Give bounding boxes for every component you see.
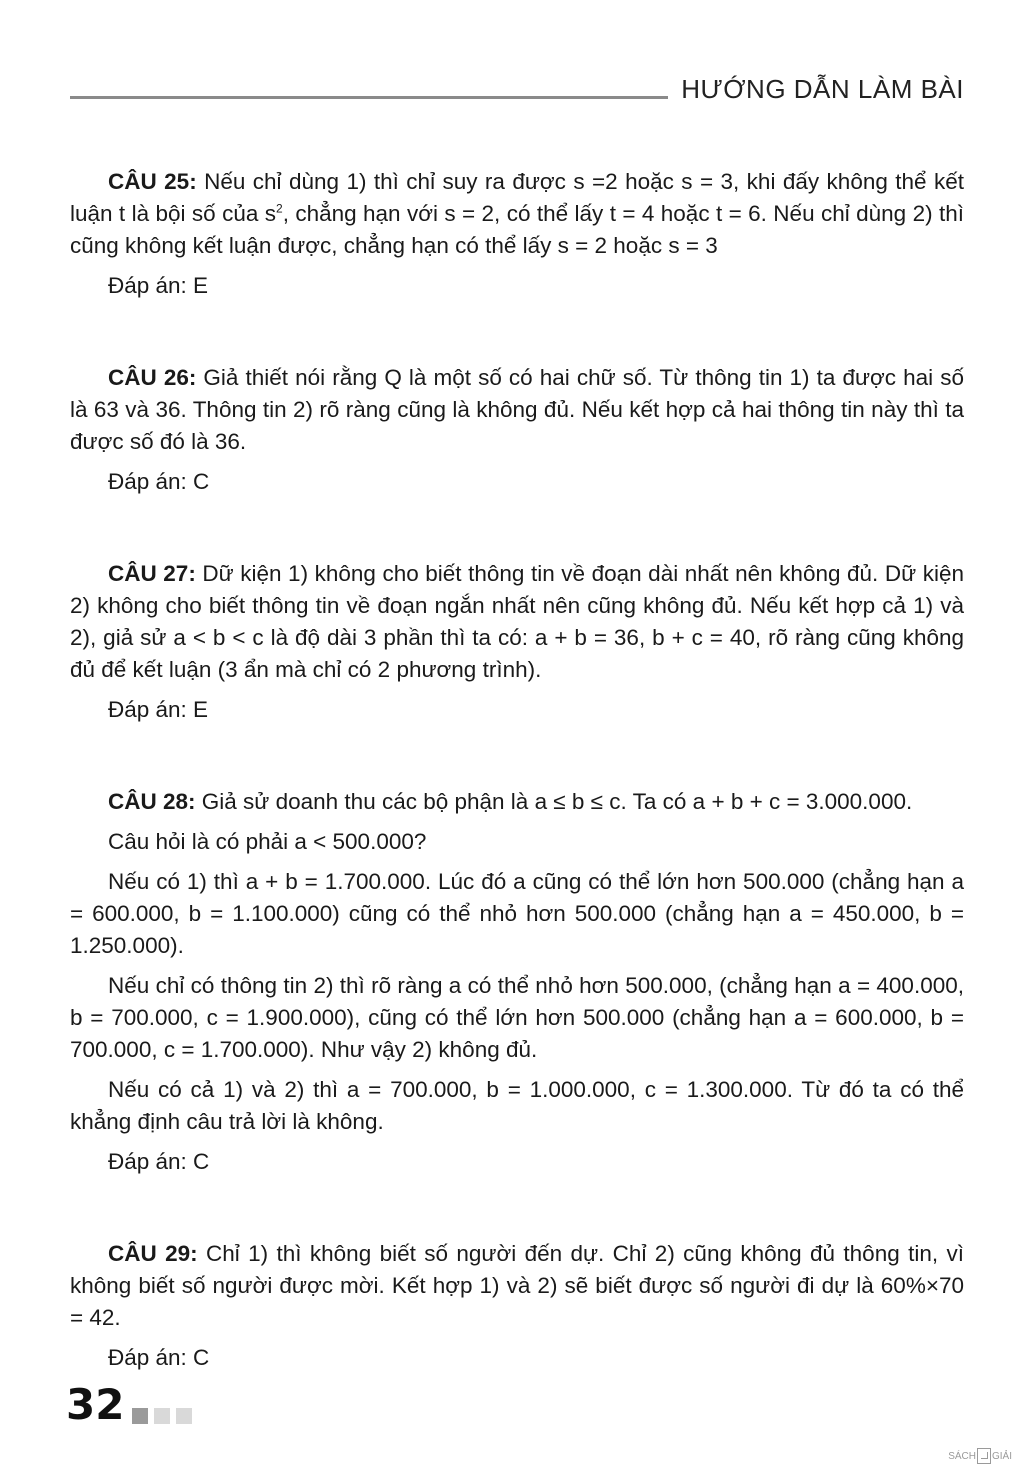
page-number-decoration [132, 1408, 192, 1424]
question-label: CÂU 29: [108, 1241, 198, 1266]
question-text: Giả thiết nói rằng Q là một số có hai chữ số. Từ thông tin 1) ta được hai số là 63 và 36. Thông tin 2) rõ ràng cũng là không đủ. Nếu kết hợp cả hai thông tin này thì ta được số đó là 36. [70, 365, 964, 454]
page-number: 32 [66, 1380, 125, 1429]
question-text-cont: , chẳng hạn với s = 2, có thể lấy t = 4 hoặc t = 6. Nếu chỉ dùng 2) thì cũng không kết luận được, chẳng hạn có thể lấy s = 2 hoặc s = 3 [70, 201, 964, 258]
question-28 [70, 786, 964, 818]
question-label: CÂU 28: [108, 789, 196, 814]
paragraph: Câu hỏi là có phải a < 500.000? [108, 829, 427, 854]
page-header-title: HƯỚNG DẪN LÀM BÀI [681, 74, 964, 104]
square-icon [154, 1408, 170, 1424]
question-label: CÂU 26: [108, 365, 197, 390]
answer-25: Đáp án: E [108, 273, 209, 298]
square-icon [132, 1408, 148, 1424]
paragraph: Nếu có 1) thì a + b = 1.700.000. Lúc đó a cũng có thể lớn hơn 500.000 (chẳng hạn a = 600.000, b = 1.100.000) cũng có thể nhỏ hơn 500.000 (chẳng hạn a = 450.000, b = 1.250.000). [70, 869, 964, 958]
question-25 [70, 166, 964, 262]
question-text: Dữ kiện 1) không cho biết thông tin về đoạn dài nhất nên không đủ. Dữ kiện 2) không cho biết thông tin về đoạn ngắn nhất nên cũng không đủ. Nếu kết hợp cả 1) và 2), giả sử a < b < c là độ dài 3 phần thì ta có: a + b = 36, b + c = 40, rõ ràng cũng không đủ để kết luận (3 ẩn mà chỉ có 2 phương trình). [70, 561, 964, 682]
question-27 [70, 558, 964, 686]
question-text: Giả sử doanh thu các bộ phận là a ≤ b ≤ c. Ta có a + b + c = 3.000.000. [195, 789, 913, 814]
page-content [70, 166, 964, 1374]
paragraph: Nếu có cả 1) và 2) thì a = 700.000, b = 1.000.000, c = 1.300.000. Từ đó ta có thể khẳng định câu trả lời là không. [70, 1077, 964, 1134]
watermark-text: GIẢI [991, 1450, 1012, 1462]
answer-26: Đáp án: C [108, 469, 210, 494]
watermark-logo [948, 1448, 1012, 1464]
question-label: CÂU 27: [108, 561, 196, 586]
square-icon [176, 1408, 192, 1424]
question-29 [70, 1238, 964, 1334]
answer-27: Đáp án: E [108, 697, 209, 722]
watermark-text: SÁCH [948, 1450, 976, 1462]
paragraph: Nếu chỉ có thông tin 2) thì rõ ràng a có thể nhỏ hơn 500.000, (chẳng hạn a = 400.000, b = 700.000, c = 1.900.000), cũng có thể lớn hơn 500.000 (chẳng hạn a = 600.000, b = 700.000, c = 1.700.000). Như vậy 2) không đủ. [70, 973, 964, 1062]
header-rule [70, 96, 668, 99]
question-label: CÂU 25: [108, 169, 197, 194]
question-26 [70, 362, 964, 458]
question-text: Chỉ 1) thì không biết số người đến dự. Chỉ 2) cũng không đủ thông tin, vì không biết số người được mời. Kết hợp 1) và 2) sẽ biết được số người đi dự là 60%×70 = 42. [70, 1241, 964, 1330]
answer-28: Đáp án: C [108, 1149, 210, 1174]
question-text: Nếu chỉ dùng 1) thì chỉ suy ra được s =2 hoặc s = 3, khi đấy không thể kết luận t là bội số của s [70, 169, 964, 226]
logo-g-icon [977, 1448, 991, 1464]
superscript: 2 [276, 201, 283, 216]
answer-29: Đáp án: C [108, 1345, 210, 1370]
